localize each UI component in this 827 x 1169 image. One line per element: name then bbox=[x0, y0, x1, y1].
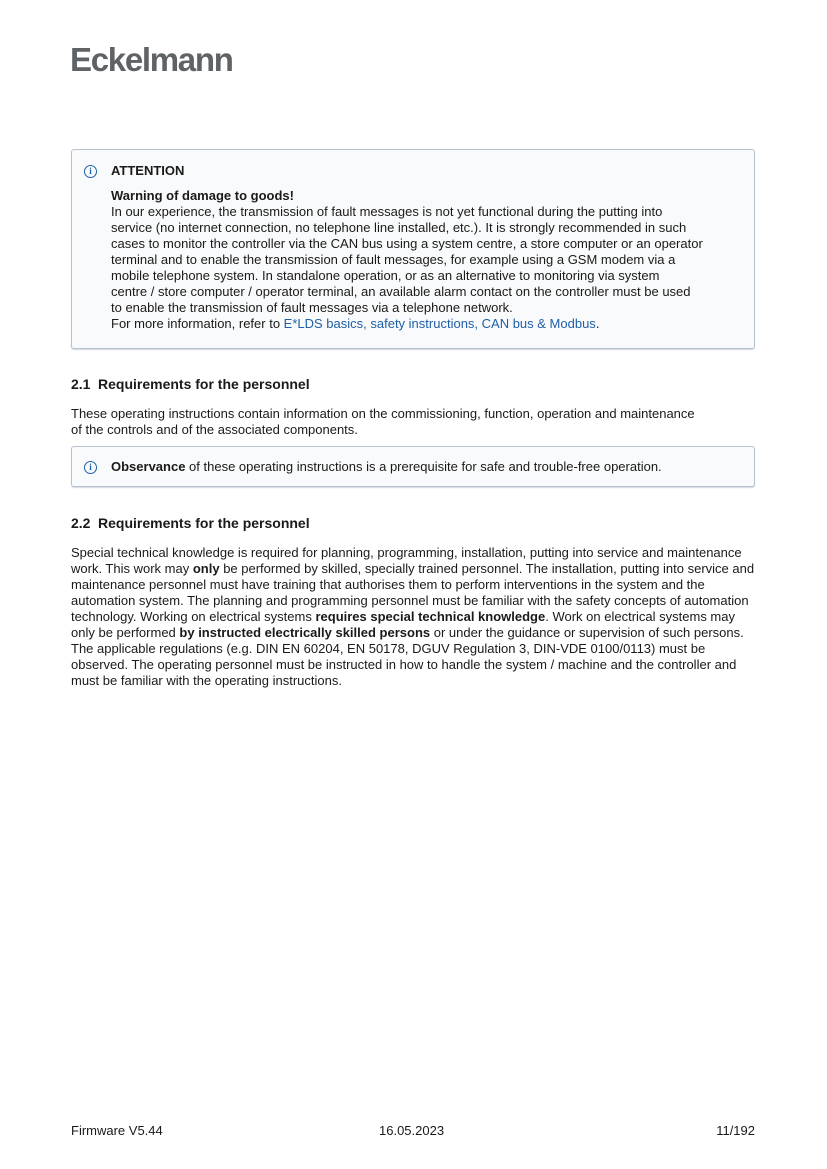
reference-suffix: . bbox=[595, 316, 600, 331]
footer-page-number: 11/192 bbox=[716, 1123, 755, 1138]
info-icon: i bbox=[84, 461, 97, 474]
section-heading-2-1 bbox=[71, 376, 310, 392]
attention-line: to enable the transmission of fault messages via a telephone network. bbox=[111, 300, 513, 315]
section-2-1-paragraph bbox=[71, 406, 761, 438]
attention-line: centre / store computer / operator terminal, an available alarm contact on the controller must be used bbox=[111, 284, 691, 299]
paragraph-line: These operating instructions contain information on the commissioning, function, operation and maintenance bbox=[71, 406, 695, 421]
footer-firmware: Firmware V5.44 bbox=[71, 1123, 163, 1138]
eckelmann-logo: Eckelmann bbox=[70, 41, 233, 78]
observance-box bbox=[71, 446, 755, 487]
paragraph-line: of the controls and of the associated components. bbox=[71, 422, 358, 437]
section-title: Requirements for the personnel bbox=[98, 515, 310, 531]
bold-segment: by instructed electrically skilled persons bbox=[179, 625, 431, 640]
attention-box bbox=[71, 149, 755, 349]
text-segment: . Work on electrical systems may only be performed bbox=[71, 609, 735, 640]
attention-line: service (no internet connection, no telephone line installed, etc.). It is strongly recommended in such bbox=[111, 220, 687, 235]
text-segment: Special technical knowledge is required for planning, programming, installation, putting into service and maintenance work. This work may bbox=[71, 545, 742, 576]
text-segment: be performed by skilled, specially trained personnel. The installation, putting into service and maintenance personnel must have training that authorises them to perform interventions in the system and the automation system. The planning and programming personnel must be familiar with the safety concepts of automation technology. Working on electrical systems bbox=[71, 561, 755, 624]
attention-line: mobile telephone system. In standalone operation, or as an alternative to monitoring via system bbox=[111, 268, 660, 283]
section-number: 2.1 bbox=[71, 376, 91, 392]
observance-rest: of these operating instructions is a prerequisite for safe and trouble-free operation. bbox=[185, 459, 662, 474]
section-number: 2.2 bbox=[71, 515, 91, 531]
section-heading-2-2 bbox=[71, 515, 310, 531]
bold-segment: only bbox=[192, 561, 220, 576]
attention-body bbox=[111, 188, 751, 332]
attention-line: In our experience, the transmission of fault messages is not yet functional during the putting into bbox=[111, 204, 663, 219]
reference-link[interactable]: E*LDS basics, safety instructions, CAN bus & Modbus bbox=[283, 316, 596, 331]
footer-date: 16.05.2023 bbox=[379, 1123, 445, 1138]
attention-subtitle: Warning of damage to goods! bbox=[111, 188, 294, 203]
section-2-2-paragraph bbox=[71, 545, 757, 689]
section-title: Requirements for the personnel bbox=[98, 376, 310, 392]
attention-reference bbox=[111, 316, 751, 332]
observance-bold: Observance bbox=[111, 459, 186, 474]
reference-prefix: For more information, refer to bbox=[111, 316, 284, 331]
bold-segment: requires special technical knowledge bbox=[315, 609, 546, 624]
attention-line: cases to monitor the controller via the CAN bus using a system centre, a store computer or an operator bbox=[111, 236, 703, 251]
info-icon: i bbox=[84, 165, 97, 178]
text-segment: or under the guidance or supervision of such persons. The applicable regulations (e.g. DIN EN 60204, EN 50178, DGUV Regulation 3, DIN-VDE 0100/0113) must be observed. The operating personnel must be instructed in how to handle the system / machine and the controller and must be familiar with the operating instructions. bbox=[71, 625, 744, 688]
observance-text bbox=[111, 459, 662, 475]
attention-title: ATTENTION bbox=[111, 163, 185, 178]
attention-line: terminal and to enable the transmission of fault messages, for example using a GSM modem via a bbox=[111, 252, 676, 267]
